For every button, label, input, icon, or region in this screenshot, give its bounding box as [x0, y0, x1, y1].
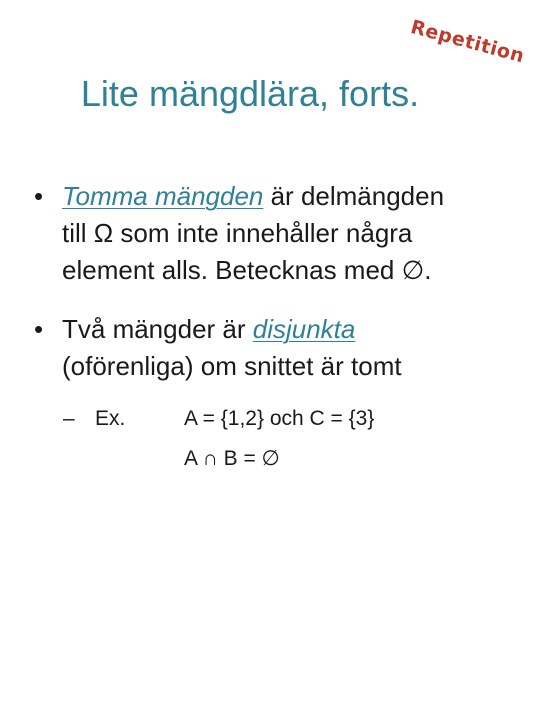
slide-title-text: Lite mängdlära, forts. — [80, 73, 420, 114]
bullet-empty-set — [34, 178, 514, 289]
bullet-list — [34, 178, 514, 407]
example-line-sets: A = {1,2} och C = {3} — [184, 407, 375, 430]
repetition-stamp: Repetition — [408, 16, 527, 68]
bullet-text-line: element alls. Betecknas med ∅. — [62, 255, 432, 285]
bullet-text-prefix: Två mängder är — [62, 314, 253, 344]
bullet-dot-icon: • — [34, 181, 44, 211]
term-tomma-mangden: Tomma mängden — [62, 181, 264, 211]
example-line-intersection: A ∩ B = ∅ — [184, 447, 280, 470]
bullet-dot-icon: • — [34, 314, 44, 344]
bullet-disjoint — [34, 311, 514, 385]
slide-title — [0, 72, 540, 116]
bullet-text-line: till Ω som inte innehåller några — [62, 218, 413, 248]
term-disjunkta: disjunkta — [252, 314, 356, 344]
example-dash: – — [63, 407, 75, 430]
example-label: Ex. — [95, 407, 126, 430]
bullet-text-line: är delmängden — [263, 181, 445, 211]
bullet-text-line: (oförenliga) om snittet är tomt — [62, 351, 402, 381]
